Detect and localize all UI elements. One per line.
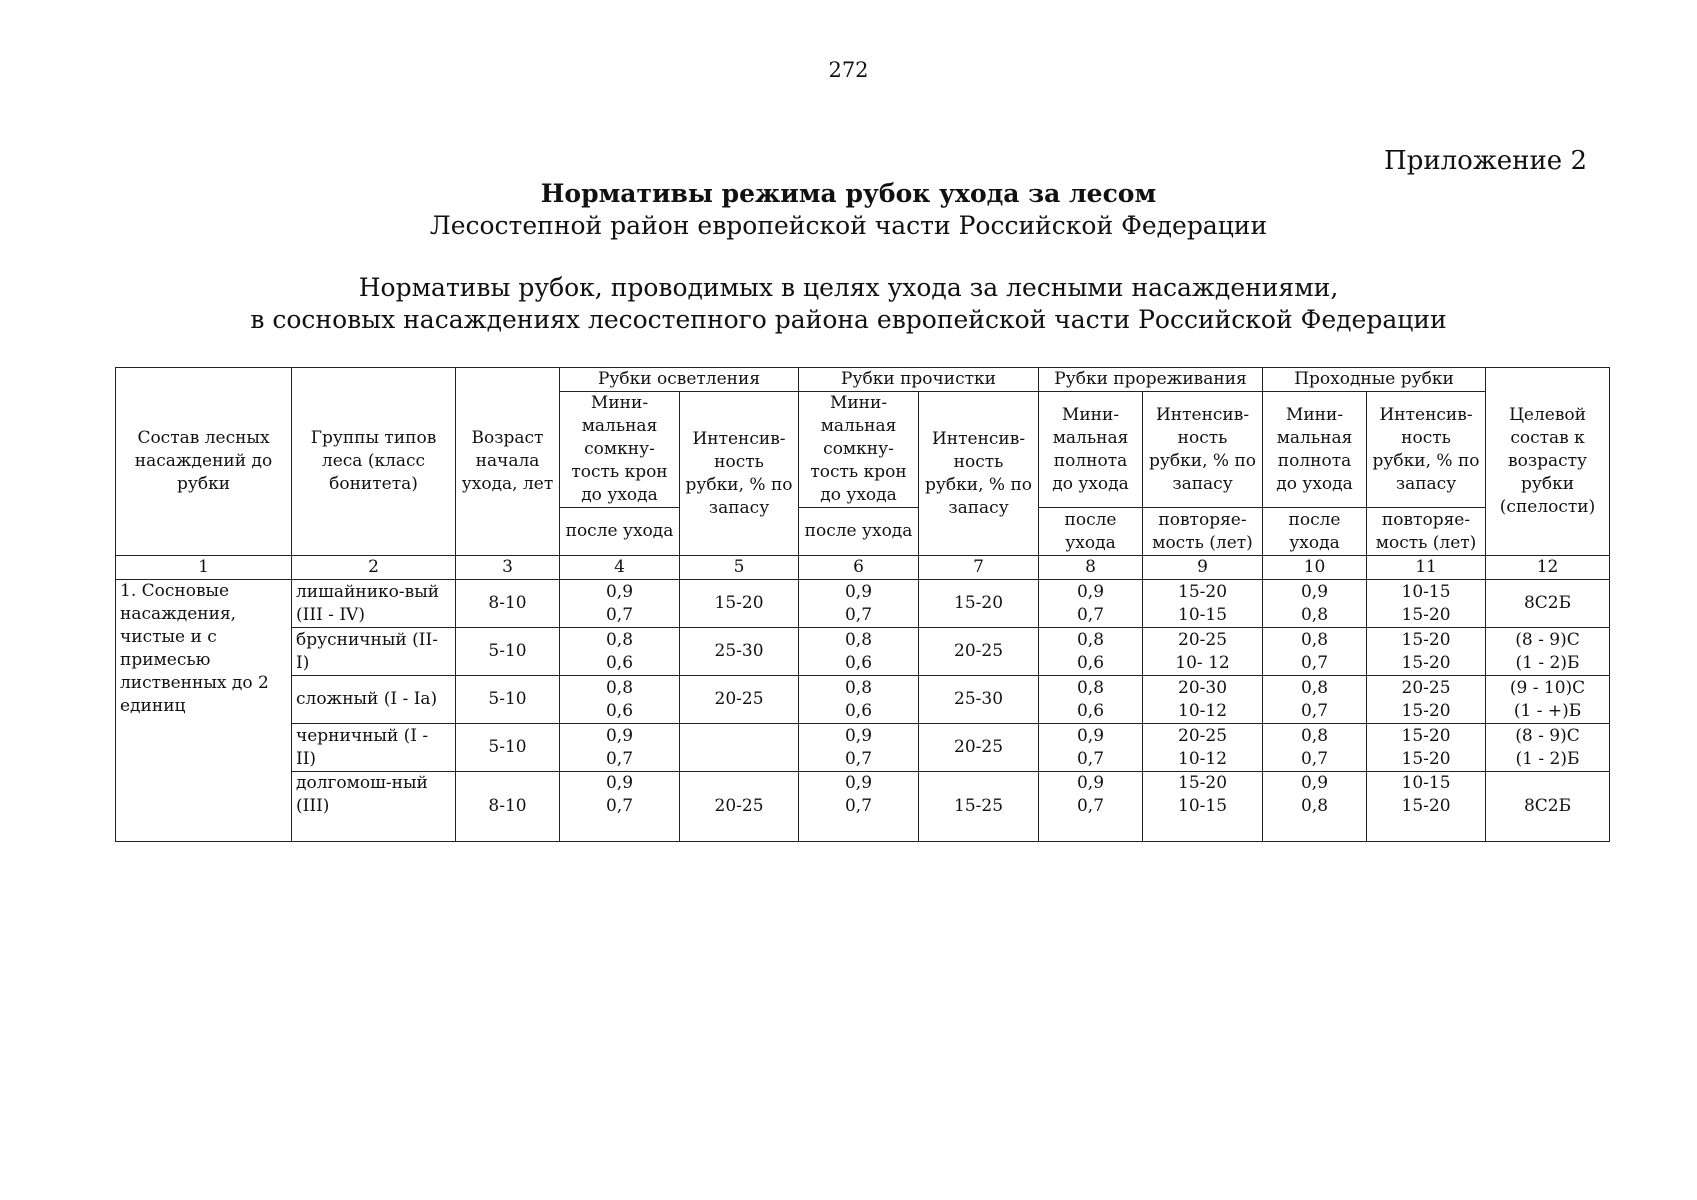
age-cell: 8-10 — [456, 772, 560, 842]
value-after: 0,6 — [605, 700, 634, 721]
min-density-cell — [1263, 580, 1367, 628]
table-row — [116, 724, 1610, 772]
value-intensity: 20-30 — [1178, 677, 1228, 698]
value-before: 0,9 — [1076, 725, 1105, 746]
value-before: 0,8 — [605, 677, 634, 698]
value-before: 0,8 — [844, 629, 873, 650]
forest-group-cell: лишайнико-вый (III - IV) — [292, 580, 456, 628]
value-repeat: 10-12 — [1178, 748, 1228, 769]
header-min-density-2: Мини-мальная полнота до ухода — [1263, 392, 1367, 508]
intensity-cell: 25-30 — [680, 628, 799, 676]
value-before: 0,8 — [844, 677, 873, 698]
intensity-cell: 15-20 — [919, 580, 1039, 628]
value-pine: 8С2Б — [1523, 593, 1572, 613]
table-row — [116, 676, 1610, 724]
value-after: 0,7 — [1300, 700, 1329, 721]
value-repeat: 10- 12 — [1175, 652, 1230, 673]
value-before: 0,8 — [1300, 629, 1329, 650]
column-number: 2 — [292, 556, 456, 580]
value-before: 0,9 — [1300, 773, 1329, 793]
value-birch: (1 - 2)Б — [1515, 748, 1580, 769]
column-number: 7 — [919, 556, 1039, 580]
min-closure-cell — [799, 580, 919, 628]
header-start-age: Возраст начала ухода, лет — [456, 368, 560, 556]
value-repeat: 15-20 — [1401, 748, 1451, 769]
header-min-closure: Мини-мальная сомкну-тость крон до ухода — [560, 392, 680, 508]
title-block — [0, 178, 1697, 336]
norms-table — [115, 367, 1610, 842]
value-after: 0,7 — [1076, 604, 1105, 625]
value-after: 0,7 — [1300, 748, 1329, 769]
min-density-cell — [1039, 724, 1143, 772]
value-after: 0,7 — [844, 796, 873, 816]
min-density-cell — [1263, 772, 1367, 842]
min-closure-cell — [799, 676, 919, 724]
column-number: 12 — [1486, 556, 1610, 580]
value-after: 0,7 — [605, 748, 634, 769]
value-after: 0,6 — [844, 652, 873, 673]
value-after: 0,7 — [844, 748, 873, 769]
composition-cell: 1. Сосновые насаждения, чистые и с примесью лиственных до 2 единиц — [116, 580, 292, 842]
min-closure-cell — [560, 724, 680, 772]
value-before: 0,8 — [1300, 677, 1329, 698]
min-density-cell — [1263, 628, 1367, 676]
header-composition: Состав лесных насаждений до рубки — [116, 368, 292, 556]
column-number: 9 — [1143, 556, 1263, 580]
value-intensity: 10-15 — [1401, 581, 1451, 602]
value-before: 0,8 — [1076, 629, 1105, 650]
min-density-cell — [1263, 676, 1367, 724]
table-caption-line-2: в сосновых насаждениях лесостепного района европейской части Российской Федерации — [250, 305, 1447, 334]
value-after: 0,7 — [1076, 796, 1105, 816]
value-after: 0,8 — [1300, 796, 1329, 816]
target-composition-cell — [1486, 772, 1610, 842]
min-closure-cell — [799, 724, 919, 772]
value-repeat: 15-20 — [1401, 604, 1451, 625]
min-closure-cell — [560, 772, 680, 842]
column-number: 6 — [799, 556, 919, 580]
header-after-care-3: после ухода — [1039, 508, 1143, 556]
column-number: 11 — [1367, 556, 1486, 580]
target-composition-cell — [1486, 724, 1610, 772]
intensity-repeat-cell — [1367, 580, 1486, 628]
column-number-row — [116, 556, 1610, 580]
intensity-cell: 20-25 — [919, 628, 1039, 676]
min-density-cell — [1263, 724, 1367, 772]
table-row — [116, 580, 1610, 628]
value-intensity: 15-20 — [1401, 725, 1451, 746]
forest-group-cell: сложный (I - Ia) — [292, 676, 456, 724]
appendix-label: Приложение 2 — [1384, 146, 1587, 176]
value-intensity: 10-15 — [1401, 773, 1451, 793]
value-before: 0,9 — [844, 773, 873, 793]
value-before: 0,9 — [1300, 581, 1329, 602]
column-number: 3 — [456, 556, 560, 580]
header-passing: Проходные рубки — [1263, 368, 1486, 392]
value-repeat: 15-20 — [1401, 652, 1451, 673]
value-repeat: 10-12 — [1178, 700, 1228, 721]
value-after: 0,7 — [605, 604, 634, 625]
value-before: 0,8 — [605, 629, 634, 650]
document-title: Нормативы режима рубок ухода за лесом — [540, 179, 1157, 208]
column-number: 10 — [1263, 556, 1367, 580]
intensity-repeat-cell — [1143, 724, 1263, 772]
min-closure-cell — [560, 676, 680, 724]
value-repeat: 10-15 — [1178, 796, 1228, 816]
intensity-repeat-cell — [1367, 724, 1486, 772]
value-pine: (8 - 9)С — [1515, 725, 1580, 746]
value-pine: (9 - 10)С — [1509, 677, 1586, 698]
intensity-cell: 15-20 — [680, 580, 799, 628]
page-number: 272 — [828, 58, 869, 82]
header-intensity-3: Интенсив-ность рубки, % по запасу — [1143, 392, 1263, 508]
target-composition-cell — [1486, 628, 1610, 676]
value-pine: 8С2Б — [1523, 796, 1572, 816]
value-intensity: 15-20 — [1178, 581, 1228, 602]
min-density-cell — [1039, 676, 1143, 724]
min-density-cell — [1039, 772, 1143, 842]
value-after: 0,6 — [605, 652, 634, 673]
value-before: 0,8 — [1076, 677, 1105, 698]
intensity-cell: 15-25 — [919, 772, 1039, 842]
column-number: 1 — [116, 556, 292, 580]
header-cleaning: Рубки прочистки — [799, 368, 1039, 392]
header-forest-groups: Группы типов леса (класс бонитета) — [292, 368, 456, 556]
value-birch: (1 - 2)Б — [1515, 652, 1580, 673]
value-pine: (8 - 9)С — [1515, 629, 1580, 650]
header-after-care: после ухода — [560, 508, 680, 556]
value-before: 0,8 — [1300, 725, 1329, 746]
target-composition-cell — [1486, 580, 1610, 628]
value-before: 0,9 — [605, 725, 634, 746]
min-closure-cell — [560, 580, 680, 628]
value-before: 0,9 — [844, 725, 873, 746]
min-closure-cell — [799, 772, 919, 842]
header-clarification: Рубки осветления — [560, 368, 799, 392]
document-subtitle: Лесостепной район европейской части Российской Федерации — [429, 211, 1268, 240]
forest-group-cell: брусничный (II-I) — [292, 628, 456, 676]
header-repeat-2: повторяе-мость (лет) — [1367, 508, 1486, 556]
value-birch: (1 - +)Б — [1513, 700, 1582, 721]
header-intensity: Интенсив-ность рубки, % по запасу — [680, 392, 799, 556]
value-intensity: 20-25 — [1178, 629, 1228, 650]
age-cell: 5-10 — [456, 724, 560, 772]
value-intensity: 15-20 — [1178, 773, 1228, 793]
age-cell: 8-10 — [456, 580, 560, 628]
intensity-repeat-cell — [1143, 676, 1263, 724]
min-density-cell — [1039, 580, 1143, 628]
header-intensity-4: Интенсив-ность рубки, % по запасу — [1367, 392, 1486, 508]
value-repeat: 15-20 — [1401, 796, 1451, 816]
header-after-care-4: после ухода — [1263, 508, 1367, 556]
table-caption — [0, 272, 1697, 336]
age-cell: 5-10 — [456, 676, 560, 724]
intensity-repeat-cell — [1367, 676, 1486, 724]
header-intensity-2: Интенсив-ность рубки, % по запасу — [919, 392, 1039, 556]
min-closure-cell — [799, 628, 919, 676]
value-intensity: 15-20 — [1401, 629, 1451, 650]
value-before: 0,9 — [1076, 581, 1105, 602]
forest-group-cell: черничный (I - II) — [292, 724, 456, 772]
value-before: 0,9 — [605, 773, 634, 793]
intensity-cell: 20-25 — [919, 724, 1039, 772]
forest-group-cell: долгомош-ный (III) — [292, 772, 456, 842]
value-after: 0,7 — [844, 604, 873, 625]
value-after: 0,6 — [1076, 700, 1105, 721]
value-after: 0,8 — [1300, 604, 1329, 625]
value-after: 0,7 — [1076, 748, 1105, 769]
column-number: 5 — [680, 556, 799, 580]
value-after: 0,6 — [844, 700, 873, 721]
age-cell: 5-10 — [456, 628, 560, 676]
table-row — [116, 628, 1610, 676]
intensity-cell: 20-25 — [680, 772, 799, 842]
table-row — [116, 772, 1610, 842]
value-before: 0,9 — [605, 581, 634, 602]
header-thinning: Рубки прореживания — [1039, 368, 1263, 392]
intensity-cell: 20-25 — [680, 676, 799, 724]
column-number: 4 — [560, 556, 680, 580]
header-target-composition: Целевой состав к возрасту рубки (спелости) — [1486, 368, 1610, 556]
header-min-density: Мини-мальная полнота до ухода — [1039, 392, 1143, 508]
intensity-cell — [680, 724, 799, 772]
value-repeat: 10-15 — [1178, 604, 1228, 625]
intensity-repeat-cell — [1143, 580, 1263, 628]
value-intensity: 20-25 — [1178, 725, 1228, 746]
intensity-cell: 25-30 — [919, 676, 1039, 724]
value-repeat: 15-20 — [1401, 700, 1451, 721]
min-closure-cell — [560, 628, 680, 676]
header-repeat: повторяе-мость (лет) — [1143, 508, 1263, 556]
value-before: 0,9 — [1076, 773, 1105, 793]
target-composition-cell — [1486, 676, 1610, 724]
intensity-repeat-cell — [1143, 628, 1263, 676]
value-intensity: 20-25 — [1401, 677, 1451, 698]
table-caption-line-1: Нормативы рубок, проводимых в целях ухода за лесными насаждениями, — [358, 273, 1339, 302]
header-min-closure-2: Мини-мальная сомкну-тость крон до ухода — [799, 392, 919, 508]
header-row-1 — [116, 368, 1610, 392]
header-after-care-2: после ухода — [799, 508, 919, 556]
intensity-repeat-cell — [1367, 772, 1486, 842]
column-number: 8 — [1039, 556, 1143, 580]
intensity-repeat-cell — [1367, 628, 1486, 676]
value-after: 0,7 — [1300, 652, 1329, 673]
value-after: 0,6 — [1076, 652, 1105, 673]
value-before: 0,9 — [844, 581, 873, 602]
min-density-cell — [1039, 628, 1143, 676]
value-after: 0,7 — [605, 796, 634, 816]
intensity-repeat-cell — [1143, 772, 1263, 842]
